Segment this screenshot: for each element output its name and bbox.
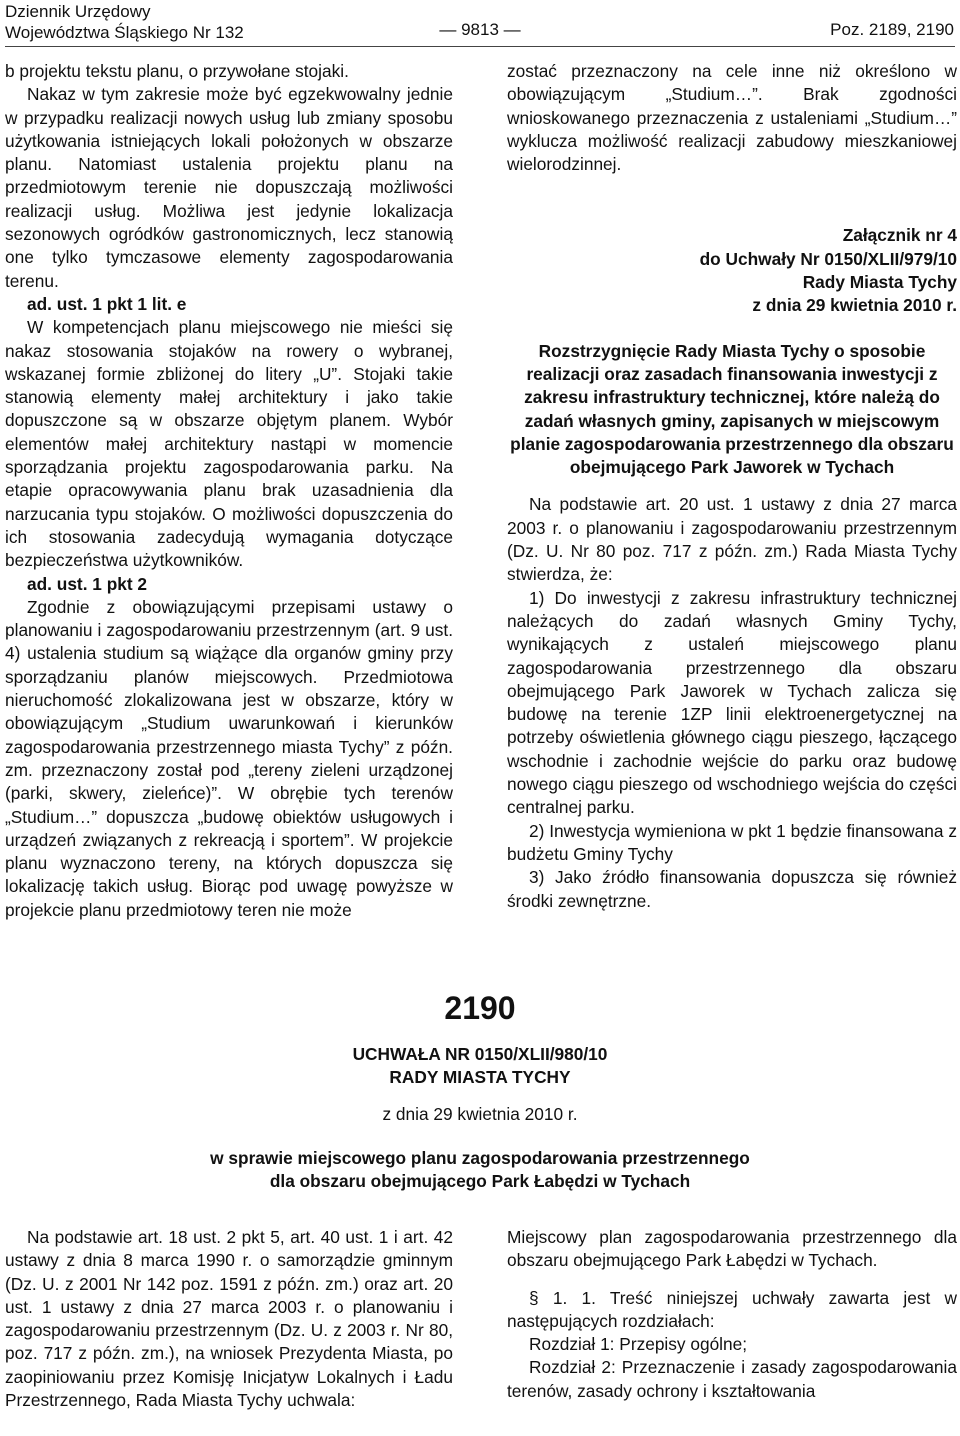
page-header (0, 0, 960, 48)
section-heading: ad. ust. 1 pkt 2 (27, 573, 148, 594)
position-2190-number: 2190 (444, 990, 516, 1026)
paragraph: W kompetencjach planu miejscowego nie mieści się nakaz stosowania stojaków na rowery o wybranej, wskazanej formie zbliżonej do litery „U”. Stojaki takie stanowią elementy małej architektury i jako takie dopuszczone są w obszarze objętym planem. Wybór elementów małej architektury nastąpi w momencie sporządzania projektu zagospodarowania parku. Na etapie opracowywania planu brak uzasadnienia dla narzucania typu stojaków. O możliwości dopuszczenia do ich stosowania zadecydują wymagania dotyczące bezpieczeństwa użytkowników. (5, 317, 453, 571)
resolution-2190-header (0, 990, 960, 1193)
annex-heading (507, 224, 957, 317)
header-rule (5, 46, 955, 47)
list-item: 1) Do inwestycji z zakresu infrastruktury technicznej należących do zadań własnych Gminy Tychy, wynikających z ustaleń miejscowego planu zagospodarowania przestrzennego dla obszaru obejmującego Park Jaworek w Tychach zalicza się budowę na terenie 1ZP linii elektroenergetycznej na potrzeby oświetlenia głównego ciągu pieszego, łączącego wschodnie i zachodnie wejście do parku oraz budowę nowego ciągu pieszego od wschodniego wejścia do części centralnej parku. (507, 587, 957, 818)
list-item: Rozdział 2: Przeznaczenie i zasady zagospodarowania terenów, zasady ochrony i kształtowania (507, 1357, 957, 1401)
resolution-subject (0, 1147, 960, 1194)
publication-line-1: Dziennik Urzędowy (5, 2, 151, 21)
title-line-2: RADY MIASTA TYCHY (389, 1067, 571, 1088)
section-heading: ad. ust. 1 pkt 1 lit. e (27, 293, 187, 314)
left-column (5, 60, 453, 922)
list-item: 3) Jako źródło finansowania dopuszcza się również środki zewnętrzne. (507, 867, 957, 911)
paragraph: Nakaz w tym zakresie może być egzekwowalny jednie w przypadku realizacji nowych usług lub zmiany sposobu użytkowania istniejących lokali położonych w obszarze planu. Natomiast ustalenia projektu planu na przedmiotowym terenie nie dopuszczają możliwości realizacji usług. Możliwa jest jedynie lokalizacja sezonowych ogródków gastronomicznych, lecz stanowią one tylko tymczasowe elementy zagospodarowania terenu. (5, 84, 453, 291)
resolution-title (0, 1043, 960, 1090)
paragraph: Miejscowy plan zagospodarowania przestrzennego dla obszaru obejmującego Park Łabędzi w Tychach. (507, 1227, 957, 1271)
paragraph: zostać przeznaczony na cele inne niż określono w obowiązującym „Studium…”. Brak zgodności wnioskowanego przeznaczenia z ustaleniami „Studium…” wyklucza możliwość realizacji zabudowy mieszkaniowej wielorodzinnej. (507, 61, 957, 175)
list-item: 2) Inwestycja wymieniona w pkt 1 będzie finansowana z budżetu Gminy Tychy (507, 820, 957, 864)
list-item: Rozdział 1: Przepisy ogólne; (529, 1334, 748, 1355)
subject-line-2: dla obszaru obejmującego Park Łabędzi w Tychach (269, 1170, 691, 1191)
position-number: Poz. 2189, 2190 (830, 20, 954, 39)
publication-line-2: Województwa Śląskiego Nr 132 (5, 23, 244, 42)
annex-line-1: Załącznik nr 4 (842, 225, 957, 246)
right-column (507, 60, 957, 913)
annex-line-3: Rady Miasta Tychy (802, 272, 957, 293)
page-number: — 9813 — (439, 20, 521, 39)
annex-line-2: do Uchwały Nr 0150/XLII/979/10 (699, 248, 957, 269)
bottom-right-column (507, 1226, 957, 1403)
paragraph: Na podstawie art. 20 ust. 1 ustawy z dnia 27 marca 2003 r. o planowaniu i zagospodarowaniu przestrzennym (Dz. U. Nr 80 poz. 717 z późn. zm.) Rada Miasta Tychy stwierdza, że: (507, 494, 957, 585)
annex-line-4: z dnia 29 kwietnia 2010 r. (752, 295, 957, 316)
paragraph: Na podstawie art. 18 ust. 2 pkt 5, art. 40 ust. 1 i art. 42 ustawy z dnia 8 marca 1990 r. o samorządzie gminnym (Dz. U. z 2001 Nr 142 poz. 1591 z późn. zm.) oraz art. 20 ust. 1 ustawy z dnia 27 marca 2003 r. o planowaniu i zagospodarowaniu przestrzennym (Dz. U. z 2003 r. Nr 80, poz. 717 z późn. zm.), na wniosek Prezydenta Miasta, po zaopiniowaniu przez Komisję Inicjatyw Lokalnych i Ładu Przestrzennego, Rada Miasta Tychy uchwala: (5, 1227, 453, 1411)
bottom-left-column (5, 1226, 453, 1412)
subject-line-1: w sprawie miejscowego planu zagospodarowania przestrzennego (210, 1147, 750, 1168)
paragraph: Zgodnie z obowiązującymi przepisami ustawy o planowaniu i zagospodarowaniu przestrzennym (art. 9 ust. 4) ustalenia studium są wiążące dla organów gminy przy sporządzaniu planów miejscowych. Przedmiotowa nieruchomość zlokalizowana jest w obszarze, który w obowiązującym „Studium uwarunkowań i kierunków zagospodarowania przestrzennego miasta Tychy” z późn. zm. przeznaczony został pod „tereny zieleni urządzonej (parki, skwery, zieleńce)”. W obrębie tych terenów „Studium…” dopuszcza „budowę obiektów usługowych i urządzeń związanych z rekreacją i sportem”. W projekcie planu wyznaczono tereny, na których dopuszcza się lokalizację takich usług. Biorąc pod uwagę powyższe w projekcie planu przedmiotowy teren nie może (5, 596, 453, 920)
paragraph: § 1. 1. Treść niniejszej uchwały zawarta jest w następujących rozdziałach: (507, 1287, 957, 1331)
resolution-date: z dnia 29 kwietnia 2010 r. (382, 1103, 578, 1124)
resolution-title: Rozstrzygnięcie Rady Miasta Tychy o sposobie realizacji oraz zasadach finansowania inwestycji z zakresu infrastruktury technicznej, które należą do zadań własnych gminy, zapisanych w miejscowym planie zagospodarowania przestrzennego dla obszaru obejmującego Park Jaworek w Tychach (510, 340, 954, 478)
paragraph: b projektu tekstu planu, o przywołane stojaki. (5, 61, 349, 81)
title-line-1: UCHWAŁA NR 0150/XLII/980/10 (352, 1044, 608, 1064)
